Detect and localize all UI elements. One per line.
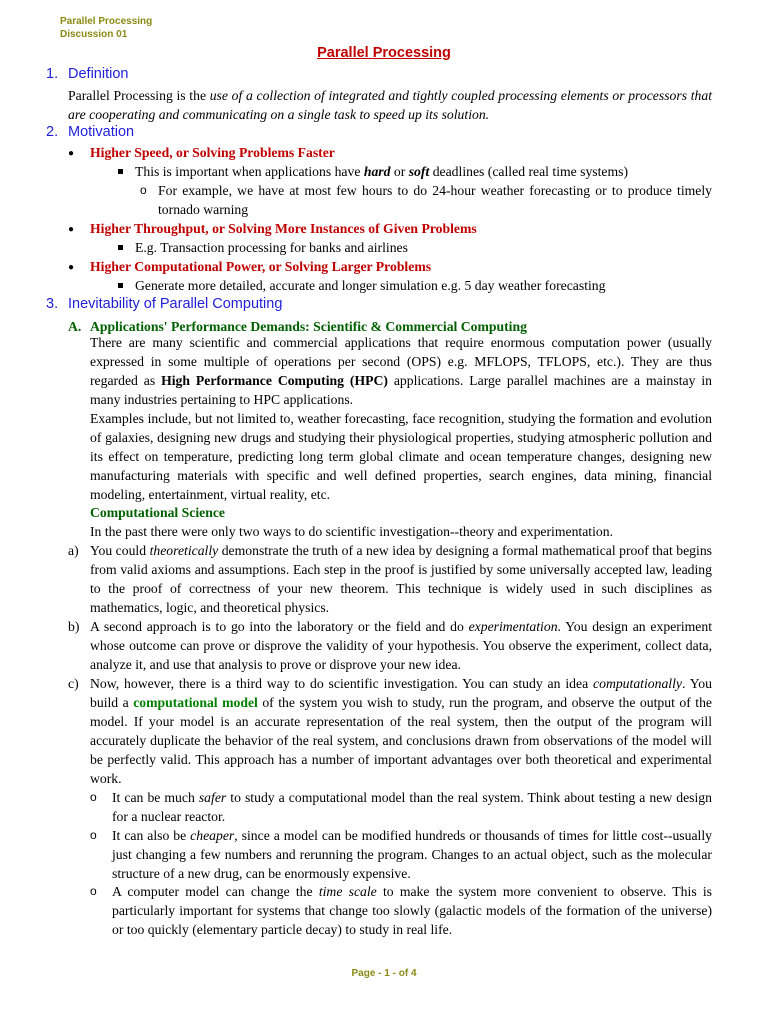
advantage-safer: It can be much safer to study a computational model than the real system. Think about testing a new design for a nuclear reactor. bbox=[112, 790, 712, 824]
item-b-text: A second approach is to go into the laboratory or the field and do experimentation. You design an experiment whose outcome can prove or disprove the validity of your hypothesis. You observe the experiment, collect data, analyze it, and use that analysis to prove or disprove your new idea. bbox=[90, 619, 712, 672]
bullet-icon: ● bbox=[68, 148, 75, 159]
document-header bbox=[60, 15, 152, 41]
bullet-icon: ● bbox=[68, 262, 75, 273]
circle-bullet-icon: o bbox=[90, 790, 97, 804]
item-c-label: c) bbox=[68, 676, 79, 691]
motivation-item-3-detail: Generate more detailed, accurate and longer simulation e.g. 5 day weather forecasting bbox=[135, 278, 606, 293]
circle-bullet-icon: o bbox=[90, 884, 97, 898]
square-bullet-icon bbox=[118, 169, 123, 174]
definition-paragraph: Parallel Processing is the use of a collection of integrated and tightly coupled processing elements or processors that are cooperating and communicating on a single task to speed up its solution. bbox=[68, 88, 712, 122]
page-number: Page - 1 - of 4 bbox=[351, 968, 417, 979]
computational-science-intro: In the past there were only two ways to do scientific investigation--theory and experimentation. bbox=[90, 524, 614, 539]
motivation-item-1-detail: This is important when applications have hard or soft deadlines (called real time systems) bbox=[135, 164, 629, 179]
motivation-item-1: Higher Speed, or Solving Problems Faster bbox=[90, 145, 335, 160]
advantage-time-scale: A computer model can change the time scale to make the system more convenient to observe. This is particularly important for systems that change too slowly (galactic models of the formation of the universe) or too quickly (elementary particle decay) to study in real life. bbox=[112, 884, 712, 937]
computational-science-heading: Computational Science bbox=[90, 505, 225, 520]
circle-bullet-icon: o bbox=[90, 828, 97, 842]
item-a-label: a) bbox=[68, 543, 79, 558]
motivation-item-1-example: For example, we have at most few hours to do 24-hour weather forecasting or to produce timely tornado warning bbox=[158, 183, 712, 217]
advantage-cheaper: It can also be cheaper, since a model can be modified hundreds or thousands of times for little cost--usually just changing a few numbers and rerunning the program. Changes to an actual object, such as the molecular structure of a new drug, can be enormously expensive. bbox=[112, 828, 712, 881]
section-3-heading: 3. Inevitability of Parallel Computing bbox=[46, 296, 283, 312]
item-a-text: You could theoretically demonstrate the truth of a new idea by designing a formal mathematical proof that begins from valid axioms and assumptions. Each step in the proof is justified by some universally accepted law, leading to the proof of correctness of your new theorem. This technique is widely used in such disciplines as mathematics, logic, and theoretical physics. bbox=[90, 543, 712, 615]
section-2-heading: 2. Motivation bbox=[46, 124, 135, 140]
square-bullet-icon bbox=[118, 283, 123, 288]
item-c-text: Now, however, there is a third way to do scientific investigation. You can study an idea computationally. You build a computational model of the system you wish to study, run the program, and observe the output of the model. If your model is an accurate representation of the real system, then the output of the program will accurately duplicate the behavior of the real system, and conclusions drawn from observations of the model will be perfectly valid. This approach has a number of important advantages over both theoretical and experimental work. bbox=[90, 676, 712, 786]
page-title: Parallel Processing bbox=[317, 45, 451, 61]
motivation-item-3: Higher Computational Power, or Solving Larger Problems bbox=[90, 259, 432, 274]
header-subtitle: Discussion 01 bbox=[60, 29, 128, 40]
bullet-icon: ● bbox=[68, 224, 75, 235]
circle-bullet-icon: o bbox=[140, 183, 147, 197]
subsection-a-title: Applications' Performance Demands: Scientific & Commercial Computing bbox=[90, 319, 527, 334]
section-1-heading: 1. Definition bbox=[46, 66, 129, 82]
item-b-label: b) bbox=[68, 619, 80, 634]
examples-paragraph: Examples include, but not limited to, weather forecasting, face recognition, studying the formation and evolution of galaxies, designing new drugs and studying their physiological properties, studying atmospheric pollution and its effect on temperature, predicting long term global climate and ocean temperature changes, designing new manufacturing materials with specific and well defined properties, search engines, data mining, financial modeling, entertainment, virtual reality, etc. bbox=[90, 411, 712, 502]
motivation-item-2-detail: E.g. Transaction processing for banks and airlines bbox=[135, 240, 408, 255]
header-title: Parallel Processing bbox=[60, 16, 153, 27]
hpc-paragraph: There are many scientific and commercial applications that require enormous computation power (usually expressed in some multiple of operations per second (OPS) e.g. MFLOPS, TFLOPS, etc.). They are thus regarded as High Performance Computing (HPC) applications. Large parallel machines are a mainstay in many industries pertaining to HPC applications. bbox=[90, 335, 712, 407]
subsection-a-label: A. bbox=[68, 319, 82, 334]
motivation-item-2: Higher Throughput, or Solving More Instances of Given Problems bbox=[90, 221, 477, 236]
square-bullet-icon bbox=[118, 245, 123, 250]
